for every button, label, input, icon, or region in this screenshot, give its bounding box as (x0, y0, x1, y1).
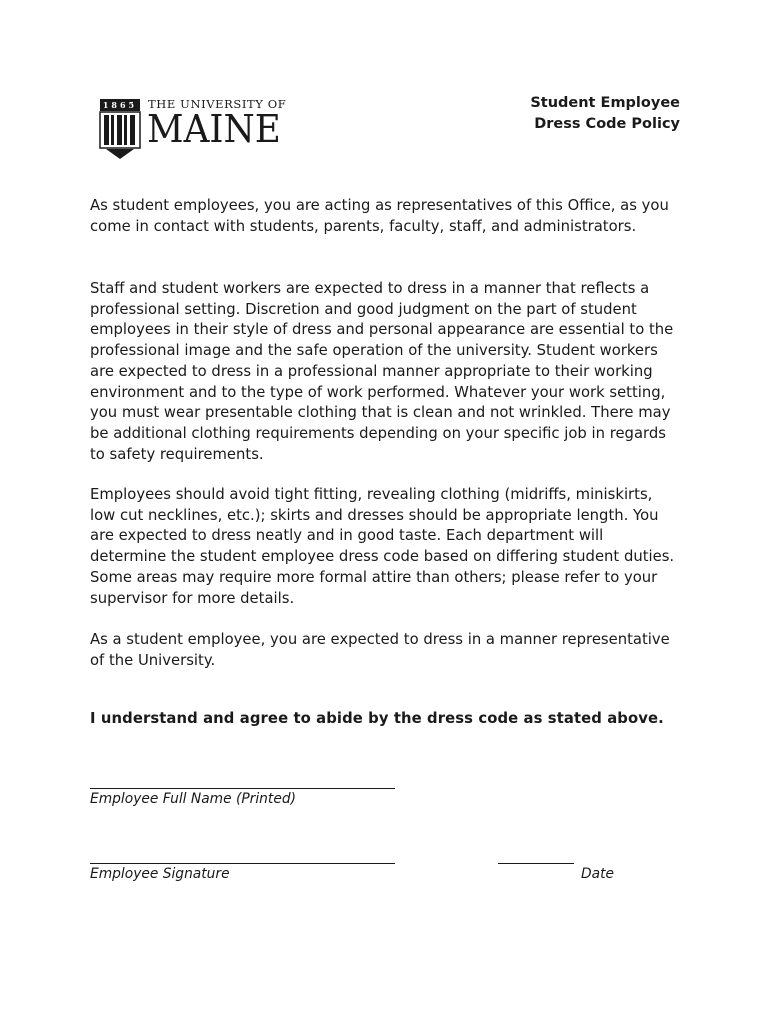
paragraph-professional-setting: Staff and student workers are expected to dress in a manner that reflects a professional setting. Discretion and good judgment on the part of student employees in their style of dress and personal appearance are essential to the professional image and the safe operation of the university. Student workers are expected to dress in a professional manner appropriate to their working environment and to the type of work performed. Whatever your work setting, you must wear presentable clothing that is clean and not wrinkled. There may be additional clothing requirements depending on your specific job in regards to safety requirements. (90, 280, 674, 463)
date-label: Date (581, 866, 614, 882)
logo-university-text: THE UNIVERSITY OF (148, 97, 287, 111)
signature-label: Employee Signature (90, 866, 230, 882)
paragraph-clothing-guidelines: Employees should avoid tight fitting, revealing clothing (midriffs, miniskirts, low cut necklines, etc.); skirts and dresses should be appropriate length. You are expected to dress neatly and in good taste. Each department will determine the student employee dress code based on differing student duties. Some areas may require more formal attire than others; please refer to your supervisor for more details. (90, 486, 675, 607)
title-line-1: Student Employee (530, 95, 680, 111)
document-title (530, 93, 680, 134)
agreement-statement: I understand and agree to abide by the dress code as stated above. (90, 710, 664, 727)
name-printed-line[interactable] (90, 776, 395, 789)
title-line-2: Dress Code Policy (534, 115, 680, 132)
logo-year: 1865 (100, 99, 140, 111)
paragraph-university-representative: As a student employee, you are expected to dress in a manner representative of the University. (90, 631, 670, 669)
university-logo (98, 97, 298, 161)
paragraph-representatives: As student employees, you are acting as representatives of this Office, as you come in contact with students, parents, faculty, staff, and administrators. (90, 197, 669, 235)
date-line[interactable] (498, 851, 574, 864)
signature-line[interactable] (90, 851, 395, 864)
name-printed-label: Employee Full Name (Printed) (90, 791, 296, 807)
logo-maine-text: MAINE (147, 107, 281, 151)
